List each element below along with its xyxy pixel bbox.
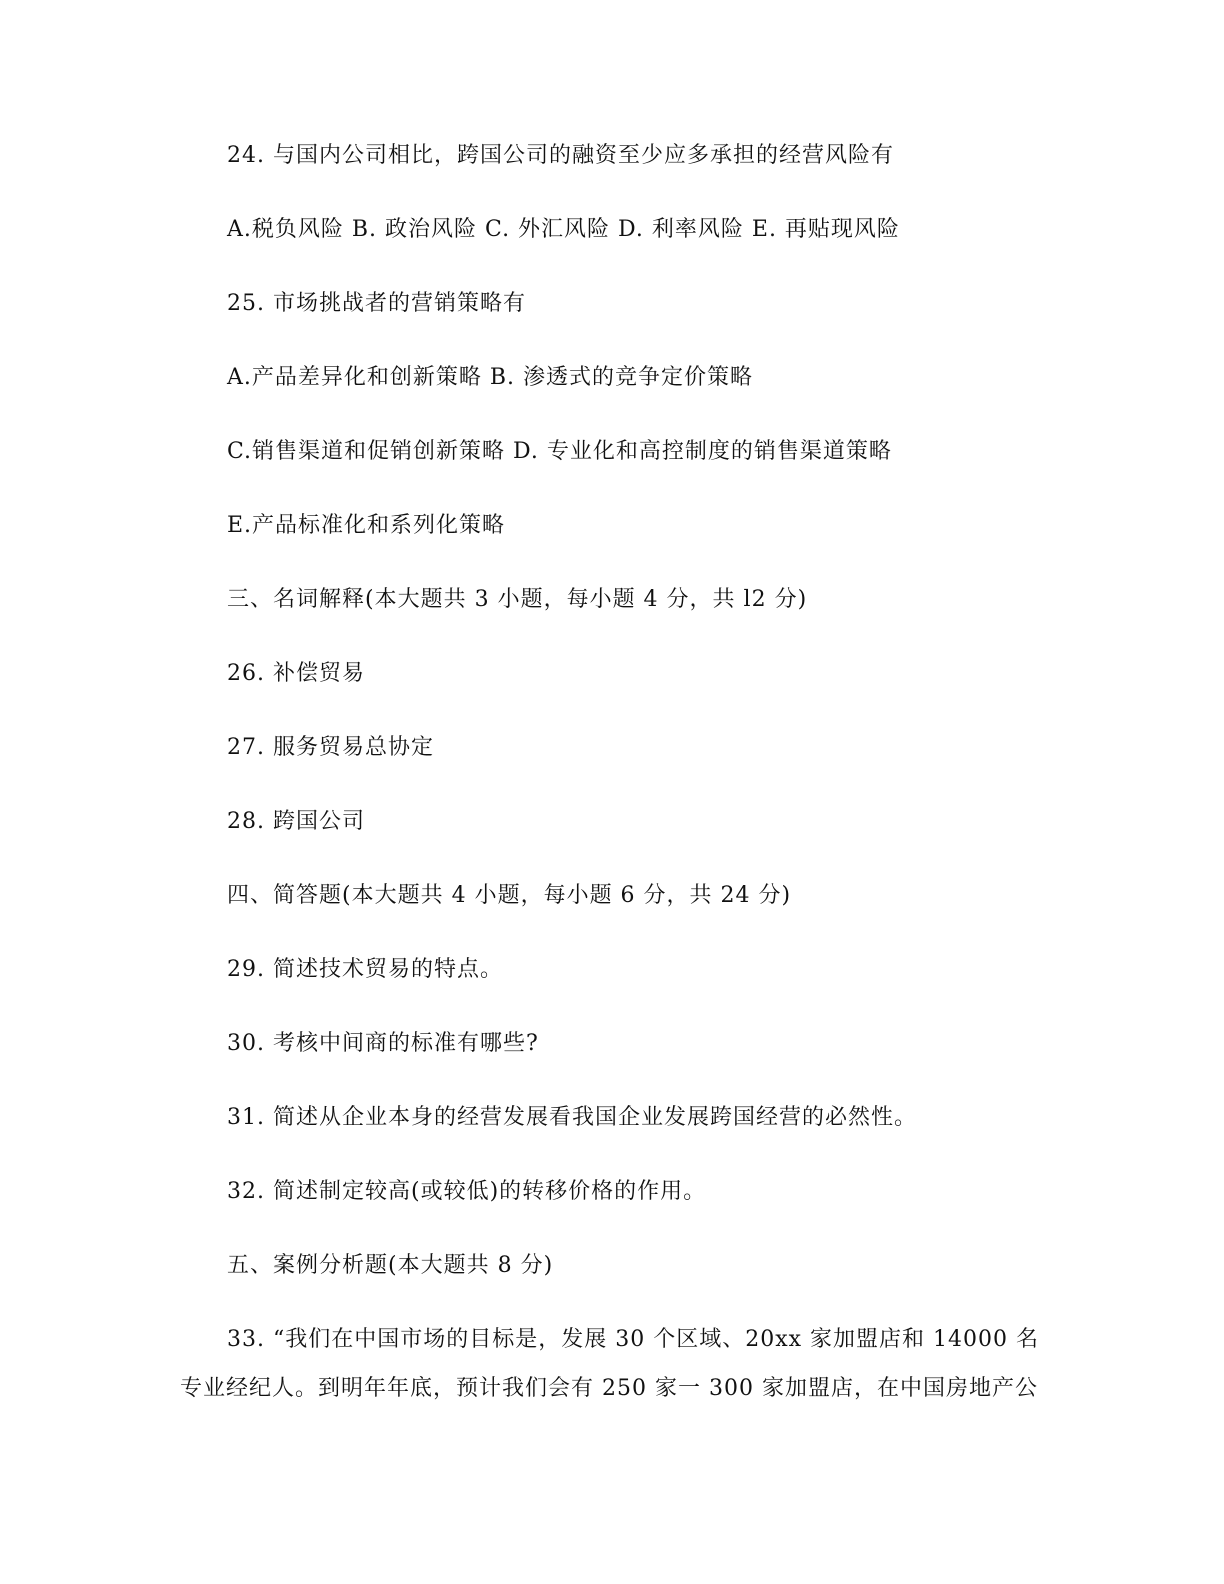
question-25-options-cd: C.销售渠道和促销创新策略 D. 专业化和高控制度的销售渠道策略	[227, 439, 892, 464]
question-24-options: A.税负风险 B. 政治风险 C. 外汇风险 D. 利率风险 E. 再贴现风险	[227, 217, 900, 242]
question-26: 26. 补偿贸易	[227, 661, 365, 686]
section-3-heading: 三、名词解释(本大题共 3 小题，每小题 4 分，共 l2 分)	[227, 587, 808, 612]
question-30: 30. 考核中间商的标准有哪些?	[227, 1031, 539, 1056]
question-29: 29. 简述技术贸易的特点。	[227, 957, 503, 982]
question-25-options-ab: A.产品差异化和创新策略 B. 渗透式的竞争定价策略	[227, 365, 754, 390]
question-33-line-1: 33. “我们在中国市场的目标是，发展 30 个区域、20xx 家加盟店和 14000 名	[227, 1327, 1039, 1352]
question-31: 31. 简述从企业本身的经营发展看我国企业发展跨国经营的必然性。	[227, 1105, 917, 1130]
question-25: 25. 市场挑战者的营销策略有	[227, 291, 526, 316]
question-33-line-2: 专业经纪人。到明年年底，预计我们会有 250 家一 300 家加盟店，在中国房地产公	[180, 1376, 1038, 1401]
section-4-heading: 四、简答题(本大题共 4 小题，每小题 6 分，共 24 分)	[227, 883, 792, 908]
question-32: 32. 简述制定较高(或较低)的转移价格的作用。	[227, 1179, 707, 1204]
question-25-option-e: E.产品标准化和系列化策略	[227, 513, 506, 538]
section-5-heading: 五、案例分析题(本大题共 8 分)	[227, 1253, 554, 1278]
question-27: 27. 服务贸易总协定	[227, 735, 434, 760]
question-24: 24. 与国内公司相比，跨国公司的融资至少应多承担的经营风险有	[227, 143, 894, 168]
question-28: 28. 跨国公司	[227, 809, 365, 834]
